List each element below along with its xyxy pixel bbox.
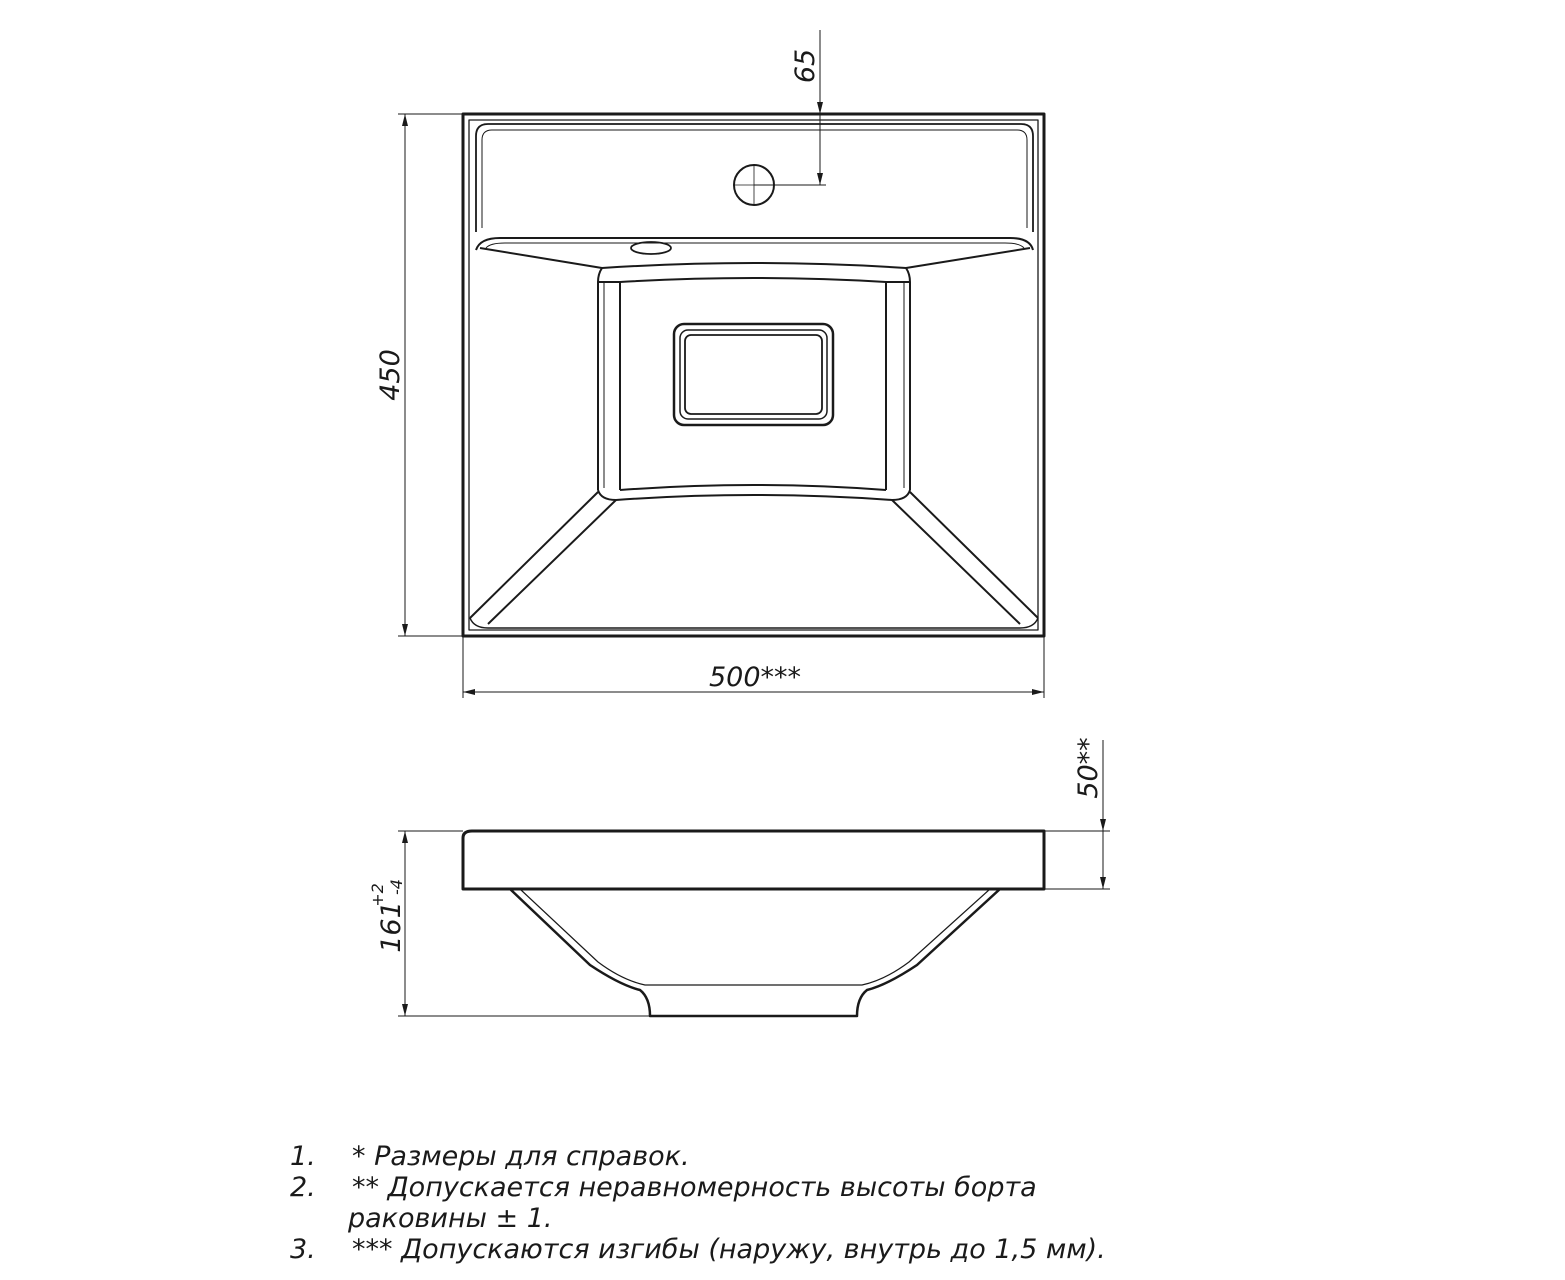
note-text: ** Допускается неравномерность высоты борта [352,1172,1037,1203]
basin-back-slope-right [906,248,1030,268]
front-slope-left-inner [488,500,616,624]
drain-inner [685,335,822,414]
basin-back-top [602,263,906,268]
note-text: *** Допускаются изгибы (наружу, внутрь до 1,5 мм). [352,1234,1106,1265]
note-number: 1. [290,1141,316,1172]
basin-front-top [620,485,886,490]
basin-front-bottom [598,490,910,500]
note-text: * Размеры для справок. [352,1141,690,1172]
drain-outer [674,324,833,425]
side-view-dimensions [398,740,1110,1016]
overflow-slot [631,242,671,254]
front-slope-right-outer [910,492,1038,618]
deck-outline [476,124,1033,232]
basin-back-slope-left [480,248,602,268]
note-number: 2. [290,1172,316,1203]
dim-500-label: 500*** [708,662,802,693]
dim-161-tol-lower: -4 [387,879,406,895]
drain-mid [680,330,827,419]
basin-back-left-corner [598,268,620,282]
dim-50-label: 50** [1073,737,1104,799]
deck-front-edge [476,238,1033,250]
note-number: 3. [290,1234,316,1265]
front-slope-right-inner [892,500,1020,624]
side-bowl-inner [520,889,990,985]
side-rim [463,831,1044,889]
top-view [463,114,1044,636]
dim-450-label: 450 [375,349,406,401]
top-outer-rim [463,114,1044,636]
deck-inner-outline [482,130,1027,228]
dim-161-label: 161 [376,901,407,953]
deck-front-edge-inner [486,243,1024,248]
top-inner-rim [469,120,1038,630]
basin-back-bottom [620,278,886,282]
note-text-continuation: раковины ± 1. [348,1203,553,1234]
front-slope-left-outer [470,492,598,618]
dim-65-label: 65 [790,48,821,84]
dim-161-tol-upper: +2 [368,883,387,907]
front-bottom-edge [470,618,1038,628]
side-view [463,831,1044,1016]
basin-back-right-corner [886,268,910,282]
side-bowl [510,889,1000,1016]
